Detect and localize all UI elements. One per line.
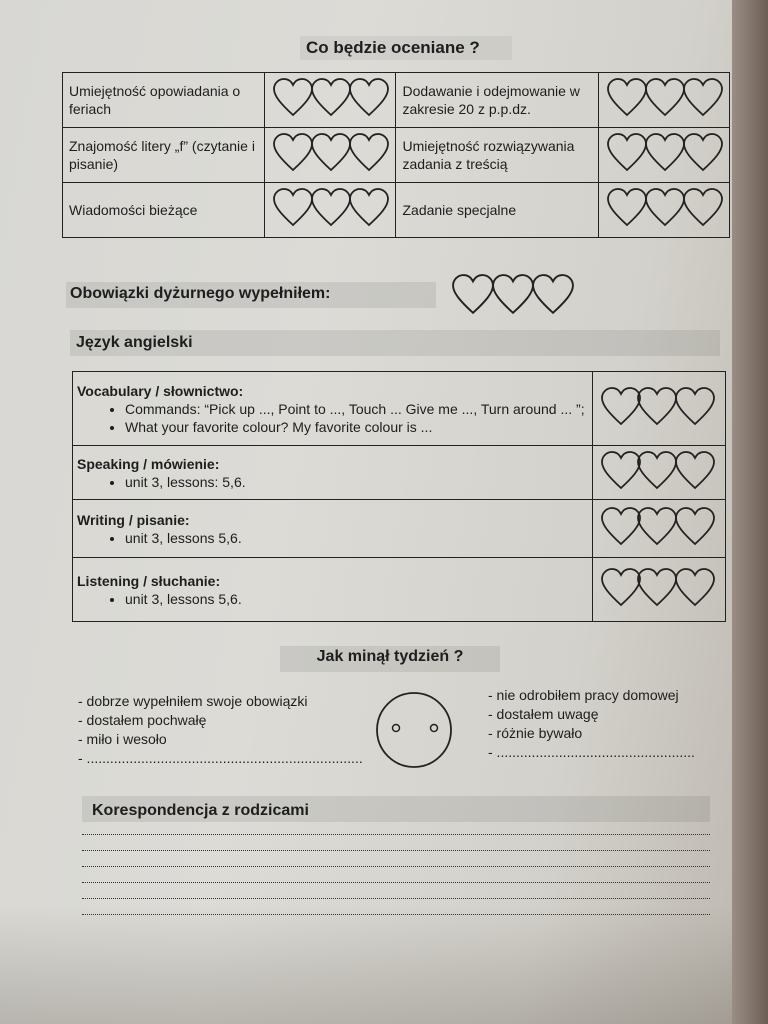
heart-rating[interactable] [593, 558, 726, 622]
grades-table [62, 72, 730, 238]
list-item: - dobrze wypełniłem swoje obowiązki [78, 693, 308, 709]
negative-options-list [488, 686, 695, 762]
english-row-list [77, 590, 588, 608]
heart-rating[interactable] [593, 446, 726, 500]
list-item: • Commands: “Pick up ..., Point to ..., Touch ... Give me ..., Turn around ... ”; [125, 400, 588, 418]
shadow-overlay [0, 904, 748, 1024]
hearts-icon [269, 76, 391, 120]
page-title: Co będzie oceniane ? [300, 36, 512, 60]
hearts-icon [599, 449, 719, 493]
grades-row [63, 73, 730, 128]
hearts-icon [269, 131, 391, 175]
english-row-heading: Speaking / mówienie: [77, 455, 220, 472]
hearts-icon [603, 186, 725, 230]
writing-line[interactable] [82, 866, 710, 867]
writing-line[interactable] [82, 898, 710, 899]
list-item: • unit 3, lessons 5,6. [125, 590, 588, 608]
hearts-icon [603, 76, 725, 120]
hearts-icon [599, 385, 719, 429]
week-section-title: Jak minął tydzień ? [316, 648, 464, 665]
list-item: • unit 3, lessons: 5,6. [125, 473, 588, 491]
duty-label: Obowiązki dyżurnego wypełniłem: [70, 285, 331, 302]
english-row-content [73, 558, 593, 622]
writing-line[interactable] [82, 834, 710, 835]
grades-row [63, 128, 730, 183]
fill-in-line[interactable]: - ....................................................................... [78, 750, 363, 766]
list-item: - dostałem uwagę [488, 706, 599, 722]
list-item: • What your favorite colour? My favorite colour is ... [125, 418, 588, 436]
english-row-list [77, 400, 588, 436]
hearts-icon [599, 505, 719, 549]
hearts-icon [269, 186, 391, 230]
grade-item-left: Umiejętność opowiadania o feriach [63, 73, 265, 128]
writing-line[interactable] [82, 882, 710, 883]
hearts-icon [450, 270, 578, 318]
english-row-list [77, 473, 588, 491]
grade-item-left: Wiadomości bieżące [63, 183, 265, 238]
list-item: • unit 3, lessons 5,6. [125, 529, 588, 547]
list-item: - nie odrobiłem pracy domowej [488, 687, 679, 703]
duty-heart-rating[interactable] [450, 270, 578, 323]
fill-in-line[interactable]: - ................................................... [488, 744, 695, 760]
heart-rating[interactable] [598, 183, 729, 238]
english-row-heading: Vocabulary / słownictwo: [77, 382, 244, 399]
english-row-heading: Writing / pisanie: [77, 511, 190, 528]
english-row [73, 446, 726, 500]
english-row-content [73, 372, 593, 446]
grades-row [63, 183, 730, 238]
heart-rating[interactable] [598, 73, 729, 128]
heart-rating[interactable] [593, 372, 726, 446]
english-row [73, 500, 726, 558]
english-row-content [73, 500, 593, 558]
english-section-title: Język angielski [76, 334, 193, 351]
grade-item-right: Umiejętność rozwiązywania zadania z treścią [396, 128, 598, 183]
correspondence-title: Korespondencja z rodzicami [92, 802, 309, 819]
writing-line[interactable] [82, 850, 710, 851]
grade-item-right: Dodawanie i odejmowanie w zakresie 20 z p.p.dz. [396, 73, 598, 128]
heart-rating[interactable] [265, 183, 396, 238]
grade-item-left: Znajomość litery „f” (czytanie i pisanie) [63, 128, 265, 183]
list-item: - różnie bywało [488, 725, 583, 741]
english-row-content [73, 446, 593, 500]
grade-item-right: Zadanie specjalne [396, 183, 598, 238]
heart-rating[interactable] [265, 128, 396, 183]
hearts-icon [603, 131, 725, 175]
english-row [73, 558, 726, 622]
english-row-heading: Listening / słuchanie: [77, 572, 221, 589]
heart-rating[interactable] [598, 128, 729, 183]
face-circle-icon[interactable] [374, 690, 454, 770]
english-row [73, 372, 726, 446]
positive-options-list [78, 692, 363, 768]
heart-rating[interactable] [265, 73, 396, 128]
english-row-list [77, 529, 588, 547]
heart-rating[interactable] [593, 500, 726, 558]
list-item: - dostałem pochwałę [78, 712, 207, 728]
english-table [72, 371, 726, 622]
writing-line[interactable] [82, 914, 710, 915]
list-item: - miło i wesoło [78, 731, 167, 747]
hearts-icon [599, 566, 719, 610]
background-edge [732, 0, 768, 1024]
